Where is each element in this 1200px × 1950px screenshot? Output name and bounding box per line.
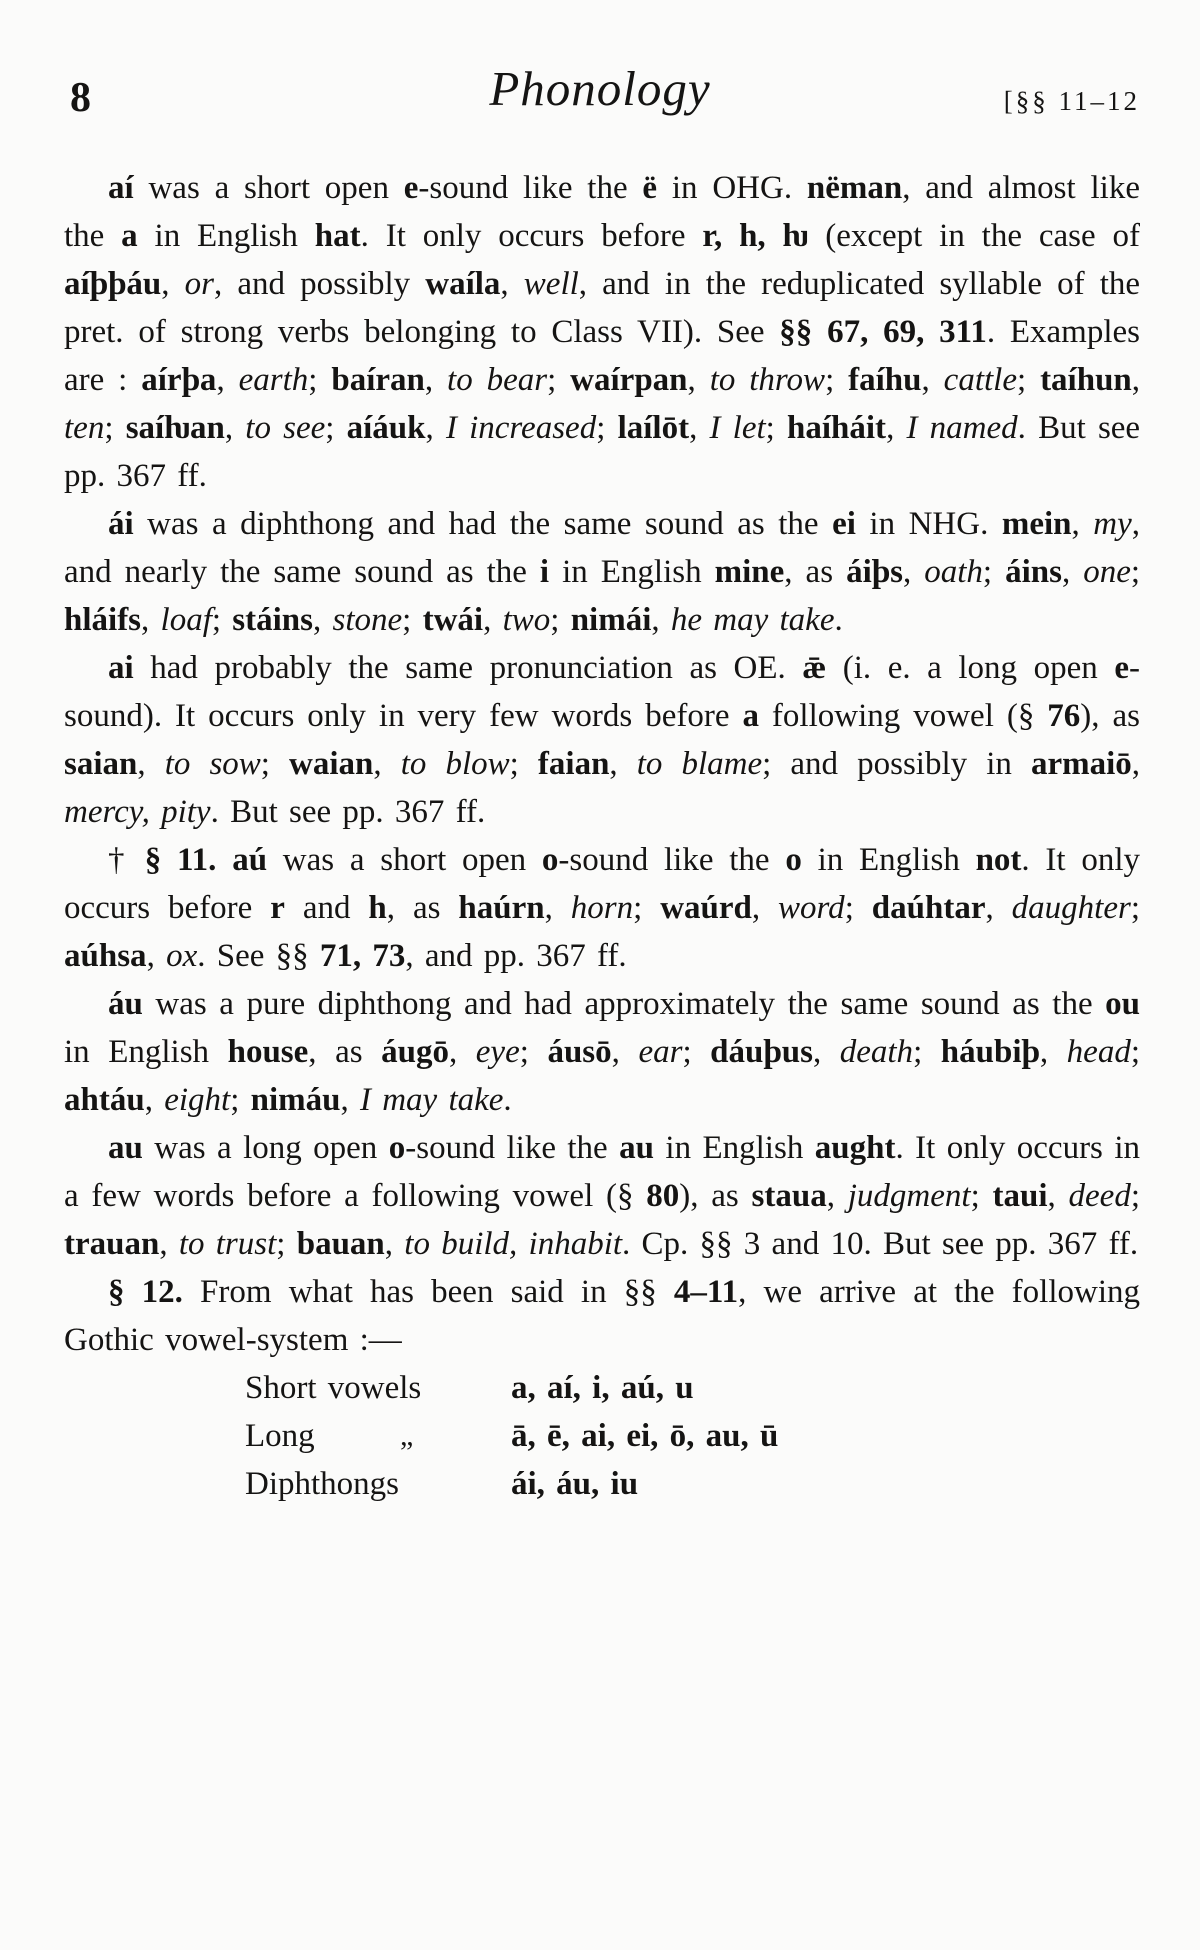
text-run: , as xyxy=(386,890,459,926)
text-run: or xyxy=(184,266,214,302)
text-run: mercy, pity xyxy=(64,794,211,830)
text-run: , xyxy=(224,410,246,446)
text-run: not xyxy=(975,842,1022,878)
text-run: , and almost like the xyxy=(64,170,1140,254)
text-run: stáins xyxy=(232,602,313,638)
vowel-row-values: ái, áu, iu xyxy=(511,1466,639,1502)
text-run: , xyxy=(921,362,944,398)
text-run: , xyxy=(1071,506,1094,542)
text-run: ; xyxy=(913,1034,941,1070)
text-run: § 11. xyxy=(144,842,217,878)
text-run: ; xyxy=(682,1034,711,1070)
text-run: r xyxy=(270,890,285,926)
para-ai-long xyxy=(64,644,1140,836)
text-run: háubiþ xyxy=(940,1034,1040,1070)
text-run: ; xyxy=(1130,1178,1140,1214)
text-run: , xyxy=(483,602,503,638)
text-run: daughter xyxy=(1011,890,1131,926)
text-run: had probably the same pronunciation as OE. xyxy=(133,650,803,686)
text-run: ox xyxy=(166,938,198,974)
text-run: waíla xyxy=(425,266,501,302)
vowel-row xyxy=(245,1412,1140,1460)
text-run: I may take xyxy=(359,1082,504,1118)
text-run: cattle xyxy=(943,362,1017,398)
text-run: , xyxy=(609,746,637,782)
text-run: ; xyxy=(308,362,332,398)
text-run: mein xyxy=(1001,506,1072,542)
text-run: -sound like the xyxy=(558,842,786,878)
text-run: . xyxy=(834,602,843,638)
text-run: áins xyxy=(1005,554,1062,590)
text-run: § 12. xyxy=(108,1274,183,1310)
text-run: hat xyxy=(314,218,361,254)
text-run: o xyxy=(541,842,559,878)
para-ai-diphthong xyxy=(64,500,1140,644)
text-run: , xyxy=(1047,1178,1069,1214)
text-run: ë xyxy=(642,170,658,206)
text-run xyxy=(216,842,232,878)
text-run: house xyxy=(227,1034,309,1070)
text-run: eye xyxy=(475,1034,520,1070)
text-run: ; xyxy=(970,1178,993,1214)
text-run: -sound like the xyxy=(405,1130,620,1166)
text-run: a xyxy=(742,698,759,734)
text-run: hláifs xyxy=(64,602,142,638)
text-run: , as xyxy=(308,1034,382,1070)
text-run: e xyxy=(1114,650,1129,686)
text-run: , xyxy=(1131,362,1141,398)
text-run: ; xyxy=(1016,362,1041,398)
text-run: word xyxy=(778,890,845,926)
text-run: , xyxy=(1061,554,1084,590)
text-run: loaf xyxy=(160,602,212,638)
text-run: ; xyxy=(547,362,571,398)
vowel-row-values: ā, ē, ai, ei, ō, au, ū xyxy=(511,1418,779,1454)
text-run: aught xyxy=(814,1130,896,1166)
text-run: au xyxy=(619,1130,654,1166)
text-run: deed xyxy=(1068,1178,1131,1214)
text-run: ; xyxy=(765,410,788,446)
text-run: ), as xyxy=(679,1178,752,1214)
section-range: [§§ 11–12 xyxy=(1003,86,1140,116)
text-run: faíhu xyxy=(848,362,922,398)
text-run: dáuþus xyxy=(710,1034,813,1070)
text-run: saian xyxy=(64,746,138,782)
text-run: to throw xyxy=(709,362,826,398)
text-run: aíþþáu xyxy=(64,266,162,302)
text-run: au xyxy=(108,1130,143,1166)
text-run: one xyxy=(1083,554,1131,590)
text-run: ; xyxy=(550,602,571,638)
text-run: , xyxy=(751,890,779,926)
text-run: ten xyxy=(64,410,105,446)
text-run: . It only occurs before xyxy=(360,218,703,254)
text-run: ai xyxy=(108,650,134,686)
text-run: judgment xyxy=(847,1178,971,1214)
text-run: aíáuk xyxy=(346,410,426,446)
text-run: in English xyxy=(801,842,976,878)
text-run: , and pp. 367 ff. xyxy=(405,938,627,974)
text-run: . Examples are : xyxy=(64,314,1140,398)
text-run: aí xyxy=(108,170,134,206)
text-run: two xyxy=(502,602,551,638)
text-run: in English xyxy=(549,554,715,590)
text-run: . But see pp. 367 ff. xyxy=(210,794,486,830)
text-run: ; xyxy=(509,746,538,782)
text-run: ; xyxy=(1130,890,1140,926)
text-run: §§ 67, 69, 311 xyxy=(779,314,987,350)
text-run: -sound like the xyxy=(418,170,643,206)
text-run: was a diphthong and had the same sound as the xyxy=(133,506,833,542)
text-run: e xyxy=(403,170,419,206)
para-au-long xyxy=(64,1124,1140,1268)
text-run: horn xyxy=(570,890,634,926)
text-run: ; xyxy=(596,410,618,446)
text-run: , xyxy=(425,410,446,446)
text-run: ; xyxy=(260,746,290,782)
text-run: baíran xyxy=(331,362,425,398)
text-run: ; xyxy=(982,554,1006,590)
text-run: trauan xyxy=(64,1226,160,1262)
text-run: waírpan xyxy=(570,362,688,398)
text-run: , xyxy=(687,362,710,398)
vowel-row xyxy=(245,1364,1140,1412)
page-number: 8 xyxy=(70,75,91,121)
text-run: , xyxy=(373,746,401,782)
text-run: laílōt xyxy=(617,410,690,446)
text-run: , xyxy=(144,1082,165,1118)
text-run: nëman xyxy=(806,170,903,206)
para-section-12-vowel-system xyxy=(64,1268,1140,1364)
text-run: h xyxy=(368,890,387,926)
ditto-mark: „ xyxy=(400,1419,414,1452)
text-run: well xyxy=(523,266,579,302)
text-run: ; xyxy=(230,1082,251,1118)
text-run: nimái xyxy=(570,602,652,638)
text-run: taíhun xyxy=(1040,362,1132,398)
text-run: ear xyxy=(638,1034,683,1070)
text-run: (i. e. a long open xyxy=(826,650,1115,686)
text-run: o xyxy=(785,842,802,878)
text-run: , xyxy=(137,746,165,782)
vowel-row-label: Diphthongs xyxy=(245,1466,400,1502)
text-run: aírþa xyxy=(141,362,217,398)
text-run: in English xyxy=(64,1034,228,1070)
text-run: ; xyxy=(844,890,872,926)
text-run: in NHG. xyxy=(855,506,1002,542)
text-run: daúhtar xyxy=(871,890,986,926)
text-run: waian xyxy=(289,746,374,782)
text-run: in English xyxy=(653,1130,815,1166)
page-title: Phonology xyxy=(489,61,711,116)
text-run: , xyxy=(159,1226,179,1262)
text-run: ahtáu xyxy=(64,1082,145,1118)
text-run: following vowel (§ xyxy=(758,698,1048,734)
para-ai-short xyxy=(64,164,1140,500)
text-run: . See §§ xyxy=(197,938,320,974)
text-run: faian xyxy=(537,746,610,782)
text-run: mine xyxy=(714,554,785,590)
text-run: i xyxy=(539,554,550,590)
text-run: aúhsa xyxy=(64,938,147,974)
text-run: ; xyxy=(1130,554,1141,590)
text-run: , we arrive at the following Gothic vowel-system :— xyxy=(64,1274,1140,1358)
text-run: stone xyxy=(332,602,403,638)
text-run: was a short open xyxy=(267,842,542,878)
text-run: , and nearly the same sound as the xyxy=(64,506,1141,590)
text-run: , xyxy=(216,362,239,398)
text-run: to trust xyxy=(178,1226,277,1262)
text-run: . Cp. §§ 3 and 10. But see pp. 367 ff. xyxy=(622,1226,1139,1262)
text-run: ), as xyxy=(1080,698,1140,734)
text-run: , xyxy=(902,554,925,590)
text-run: head xyxy=(1066,1034,1131,1070)
text-run: , and possibly xyxy=(213,266,426,302)
text-run: . It only occurs before xyxy=(64,842,1140,926)
text-run: aú xyxy=(232,842,268,878)
text-run: , xyxy=(448,1034,476,1070)
text-run: -sound). It occurs only in very few words before xyxy=(64,650,1140,734)
text-run: to sow xyxy=(164,746,261,782)
text-run: was a long open xyxy=(142,1130,389,1166)
text-run: I let xyxy=(709,410,766,446)
para-section-11-au-short xyxy=(64,836,1140,980)
vowel-row xyxy=(245,1460,1140,1508)
text-run: to bear xyxy=(447,362,548,398)
vowel-system-table xyxy=(64,1364,1140,1508)
text-run: death xyxy=(839,1034,914,1070)
text-run: eight xyxy=(164,1082,231,1118)
text-run: , xyxy=(141,602,161,638)
text-run: ; and possibly in xyxy=(762,746,1031,782)
text-run: nimáu xyxy=(250,1082,341,1118)
text-run: . xyxy=(503,1082,512,1118)
text-run: a xyxy=(121,218,138,254)
text-run: ou xyxy=(1105,986,1140,1022)
text-run: , xyxy=(146,938,167,974)
text-run: ; xyxy=(519,1034,548,1070)
text-run: ; xyxy=(402,602,423,638)
text-run: , xyxy=(886,410,907,446)
text-run: , xyxy=(544,890,571,926)
text-run: haíháit xyxy=(787,410,887,446)
text-run: ; xyxy=(825,362,849,398)
text-run: , xyxy=(611,1034,639,1070)
text-run: , xyxy=(689,410,710,446)
text-run: ; xyxy=(276,1226,297,1262)
text-run: , and in the reduplicated syllable of the pret. of strong verbs belonging to Class VII). See xyxy=(64,266,1141,350)
text-run: , xyxy=(313,602,333,638)
text-run: my xyxy=(1093,506,1132,542)
text-run: , xyxy=(1039,1034,1067,1070)
text-run: o xyxy=(388,1130,406,1166)
text-run: to blow xyxy=(400,746,510,782)
text-run: . It only occurs in a few words before a following vowel (§ xyxy=(64,1130,1140,1214)
text-run: ; xyxy=(211,602,233,638)
vowel-row-label: Long „ xyxy=(245,1412,511,1460)
text-run: to see xyxy=(245,410,326,446)
text-run: to blame xyxy=(636,746,763,782)
text-run: he may take xyxy=(670,602,835,638)
text-run: , xyxy=(651,602,671,638)
text-run: , xyxy=(812,1034,840,1070)
text-run: 80 xyxy=(646,1178,680,1214)
text-run: From what has been said in §§ xyxy=(182,1274,674,1310)
text-run: ; xyxy=(104,410,126,446)
text-run: , xyxy=(1131,746,1140,782)
text-run: † xyxy=(108,842,145,878)
text-run: ; xyxy=(325,410,347,446)
text-run: ái xyxy=(108,506,134,542)
text-run: 71, 73 xyxy=(319,938,406,974)
text-run: 4–11 xyxy=(673,1274,739,1310)
text-run: áiþs xyxy=(846,554,903,590)
text-run: earth xyxy=(238,362,309,398)
text-run: , xyxy=(826,1178,848,1214)
text-run: , xyxy=(161,266,185,302)
text-run: , xyxy=(985,890,1012,926)
vowel-row-values: a, aí, i, aú, u xyxy=(511,1370,694,1406)
text-run: . But see pp. 367 ff. xyxy=(64,410,1141,494)
text-run: 76 xyxy=(1047,698,1081,734)
text-run: áu xyxy=(108,986,143,1022)
text-run: , as xyxy=(784,554,847,590)
text-run: ǣ xyxy=(802,650,827,686)
text-run: (except in the case of xyxy=(808,218,1140,254)
text-run: bauan xyxy=(296,1226,385,1262)
text-run: ; xyxy=(1130,1034,1140,1070)
text-run: ; xyxy=(633,890,661,926)
text-run: was a short open xyxy=(133,170,404,206)
text-run: r, h, ƕ xyxy=(702,218,809,254)
text-run: to build, inhabit xyxy=(404,1226,623,1262)
text-run: staua xyxy=(751,1178,827,1214)
text-run: waúrd xyxy=(660,890,752,926)
text-run: I named xyxy=(906,410,1018,446)
page-body xyxy=(64,164,1140,1508)
text-run: and xyxy=(284,890,369,926)
text-run: in OHG. xyxy=(657,170,807,206)
text-run: ei xyxy=(832,506,856,542)
text-run: haúrn xyxy=(458,890,545,926)
text-run: armaiō xyxy=(1030,746,1132,782)
text-run: , xyxy=(500,266,524,302)
text-run: , xyxy=(424,362,448,398)
text-run: I increased xyxy=(445,410,597,446)
text-run: áugō xyxy=(381,1034,449,1070)
text-run: oath xyxy=(924,554,983,590)
text-run: saíƕan xyxy=(125,410,225,446)
text-run: , xyxy=(340,1082,360,1118)
text-run: in English xyxy=(137,218,315,254)
text-run: taui xyxy=(992,1178,1048,1214)
para-au-diphthong xyxy=(64,980,1140,1124)
vowel-row-label: Short vowels xyxy=(245,1370,422,1406)
text-run: was a pure diphthong and had approximately the same sound as the xyxy=(142,986,1106,1022)
text-run: , xyxy=(384,1226,405,1262)
text-run: áusō xyxy=(547,1034,612,1070)
text-run: twái xyxy=(422,602,484,638)
